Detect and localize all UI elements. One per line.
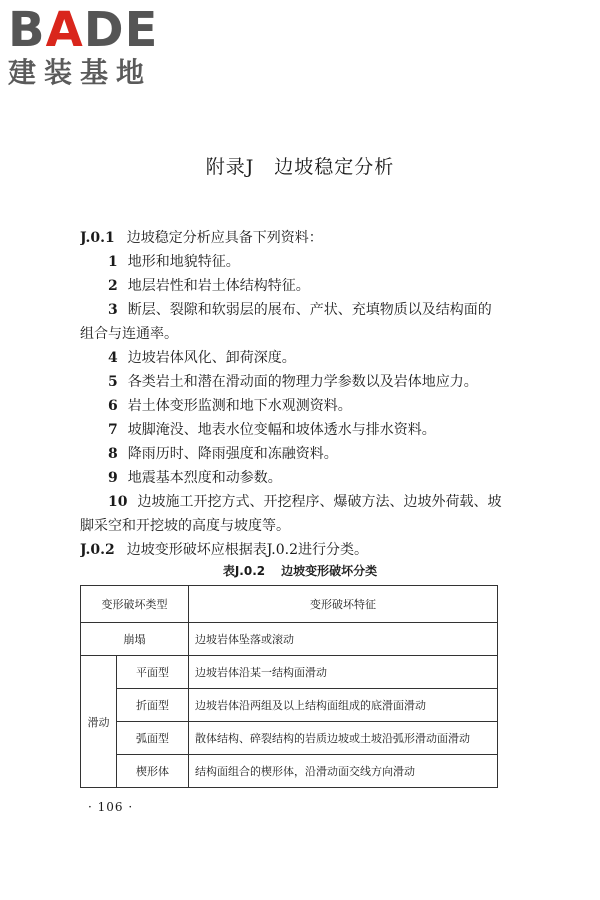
page-number: · 106 · [88, 800, 134, 814]
type-cell: 折面型 [117, 689, 189, 722]
type-cell: 弧面型 [117, 722, 189, 755]
table-row [81, 755, 498, 788]
list-item-continuation: 组合与连通率。 [80, 326, 178, 342]
body-text [80, 226, 520, 562]
type-cell: 崩塌 [81, 623, 189, 656]
table-row [81, 656, 498, 689]
list-item: 5 各类岩土和潜在滑动面的物理力学参数以及岩体地应力。 [108, 374, 478, 390]
header-cell: 变形破坏类型 [81, 586, 189, 623]
list-item: 3 断层、裂隙和软弱层的展布、产状、充填物质以及结构面的 [108, 302, 492, 318]
list-item: 4 边坡岩体风化、卸荷深度。 [108, 350, 296, 366]
table-row [81, 623, 498, 656]
table-title: 边坡变形破坏分类 [281, 564, 378, 578]
list-item: 2 地层岩性和岩土体结构特征。 [108, 278, 310, 294]
feature-cell: 边坡岩体沿某一结构面滑动 [189, 656, 498, 689]
section-number: J.0.2 [80, 542, 115, 558]
list-item: 9 地震基本烈度和动参数。 [108, 470, 282, 486]
group-cell: 滑动 [81, 656, 117, 788]
logo-wordmark: BADE [8, 2, 159, 58]
page-title: 附录J 边坡稳定分析 [205, 156, 395, 178]
list-item: 10 边坡施工开挖方式、开挖程序、爆破方法、边坡外荷载、坡 [108, 494, 502, 510]
classification-table [80, 585, 498, 788]
list-item: 8 降雨历时、降雨强度和冻融资料。 [108, 446, 338, 462]
section-number: J.0.1 [80, 230, 115, 246]
section-heading: J.0.2 边坡变形破坏应根据表J.0.2进行分类。 [80, 542, 369, 558]
feature-cell: 边坡岩体沿两组及以上结构面组成的底滑面滑动 [189, 689, 498, 722]
list-item: 7 坡脚淹没、地表水位变幅和坡体透水与排水资料。 [108, 422, 436, 438]
list-item: 1 地形和地貌特征。 [108, 254, 240, 270]
type-cell: 楔形体 [117, 755, 189, 788]
feature-cell: 结构面组合的楔形体，沿滑动面交线方向滑动 [189, 755, 498, 788]
header-cell: 变形破坏特征 [189, 586, 498, 623]
section-heading: J.0.1 边坡稳定分析应具备下列资料： [80, 230, 323, 246]
list-item-continuation: 脚采空和开挖坡的高度与坡度等。 [80, 518, 290, 534]
type-cell: 平面型 [117, 656, 189, 689]
table-caption [0, 562, 600, 579]
list-item: 6 岩土体变形监测和地下水观测资料。 [108, 398, 352, 414]
table-row [81, 689, 498, 722]
feature-cell: 边坡岩体坠落或滚动 [189, 623, 498, 656]
table-number: 表J.0.2 [222, 564, 266, 578]
logo [8, 4, 178, 90]
table-row [81, 722, 498, 755]
logo-chinese: 建装基地 [8, 56, 153, 89]
table-header-row [81, 586, 498, 623]
feature-cell: 散体结构、碎裂结构的岩质边坡或土坡沿弧形滑动面滑动 [189, 722, 498, 755]
